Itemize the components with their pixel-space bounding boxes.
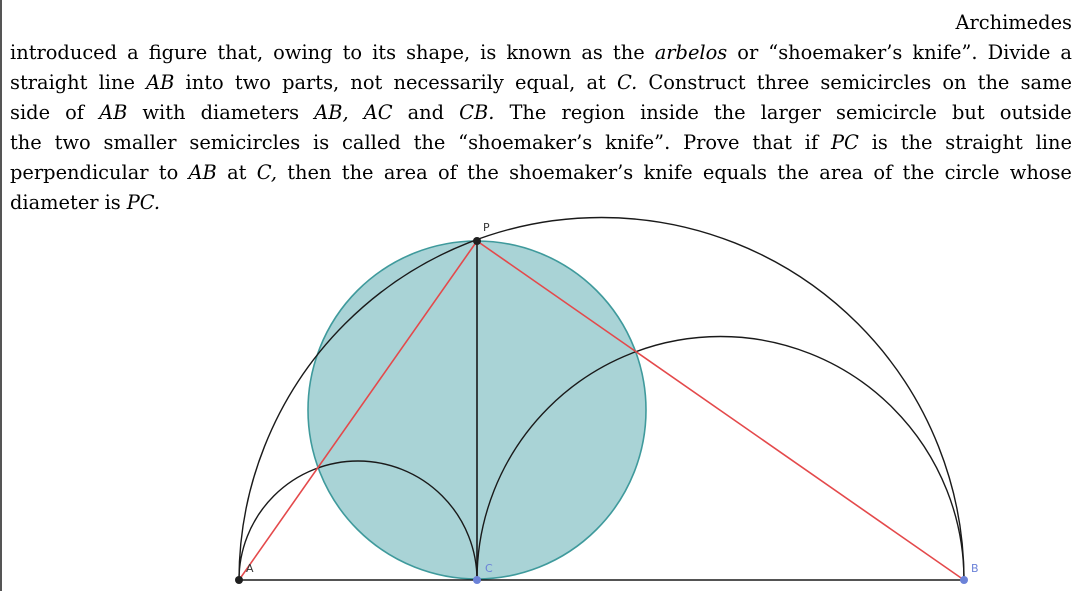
word: that, [217, 41, 264, 64]
word: necessarily [393, 71, 504, 94]
word: diameter [10, 191, 99, 214]
word: semicircles [189, 131, 301, 154]
word: region [561, 101, 625, 124]
word: of [65, 101, 84, 124]
word: the [777, 161, 810, 184]
word: larger [760, 101, 821, 124]
word: inside [640, 101, 699, 124]
word: knife [643, 161, 693, 184]
word: is [871, 131, 888, 154]
word: CB. [459, 101, 495, 124]
word: knife”. [605, 131, 671, 154]
word: arbelos [654, 41, 728, 64]
word: area [819, 161, 864, 184]
word: smaller [103, 131, 177, 154]
word: the [902, 161, 935, 184]
word: PC. [126, 191, 161, 214]
word: semicircles [820, 71, 932, 94]
word: the [713, 101, 746, 124]
word: outside [999, 101, 1072, 124]
label-p: P [483, 221, 490, 234]
word: line [1035, 131, 1072, 154]
word: the [413, 131, 446, 154]
word: a [1060, 41, 1072, 64]
word: introduced [10, 41, 118, 64]
word: equal, [515, 71, 576, 94]
word: at [227, 161, 247, 184]
word: semicircle [836, 101, 937, 124]
word: diameters [200, 101, 300, 124]
word: owing [273, 41, 333, 64]
left-edge [0, 0, 2, 591]
word: is [480, 41, 497, 64]
word: equals [702, 161, 767, 184]
word: to [158, 161, 179, 184]
word: Archimedes [955, 11, 1072, 34]
word: line [98, 71, 135, 94]
word: AC [363, 101, 393, 124]
word: perpendicular [10, 161, 149, 184]
label-c: C [485, 562, 493, 575]
word: whose [1009, 161, 1072, 184]
word: shoemaker’s [509, 161, 634, 184]
word: three [756, 71, 810, 94]
word: shape, [406, 41, 471, 64]
word: C. [616, 71, 638, 94]
word: with [142, 101, 186, 124]
label-a: A [246, 562, 254, 575]
word: at [586, 71, 606, 94]
word: Prove [683, 131, 740, 154]
word: figure [148, 41, 208, 64]
word: or [737, 41, 759, 64]
word: “shoemaker’s [768, 41, 903, 64]
word: The [509, 101, 547, 124]
word: of [437, 161, 457, 184]
word: Construct [648, 71, 746, 94]
word: AB [146, 71, 175, 94]
word: the [900, 131, 933, 154]
word: called [342, 131, 401, 154]
point-c [473, 576, 481, 584]
word: straight [10, 71, 88, 94]
word: its [372, 41, 397, 64]
word: if [804, 131, 819, 154]
word: then [287, 161, 332, 184]
label-b: B [971, 562, 979, 575]
word: two [234, 71, 271, 94]
word: the [10, 131, 42, 154]
word: on [942, 71, 967, 94]
word: “shoemaker’s [458, 131, 593, 154]
word: same [1020, 71, 1072, 94]
word: AB [188, 161, 217, 184]
word: but [951, 101, 985, 124]
word: is [313, 131, 330, 154]
word: to [342, 41, 363, 64]
point-b [960, 576, 968, 584]
word: the [612, 41, 645, 64]
word: AB, [314, 101, 349, 124]
point-p [473, 237, 481, 245]
word: side [10, 101, 51, 124]
word: the [467, 161, 499, 184]
word: parts, [282, 71, 340, 94]
word: not [350, 71, 383, 94]
word: PC [831, 131, 859, 154]
word: known [506, 41, 572, 64]
word: knife”. [912, 41, 978, 64]
word: two [54, 131, 91, 154]
word: a [127, 41, 139, 64]
word: C, [256, 161, 277, 184]
point-a [235, 576, 243, 584]
word: into [185, 71, 224, 94]
word: the [341, 161, 374, 184]
word: AB [99, 101, 128, 124]
word: that [752, 131, 792, 154]
word: as [581, 41, 603, 64]
word: straight [945, 131, 1023, 154]
word: and [407, 101, 445, 124]
word: is [104, 191, 121, 214]
word: Divide [987, 41, 1051, 64]
word: area [383, 161, 428, 184]
word: circle [944, 161, 1000, 184]
word: the [977, 71, 1010, 94]
word: of [873, 161, 893, 184]
